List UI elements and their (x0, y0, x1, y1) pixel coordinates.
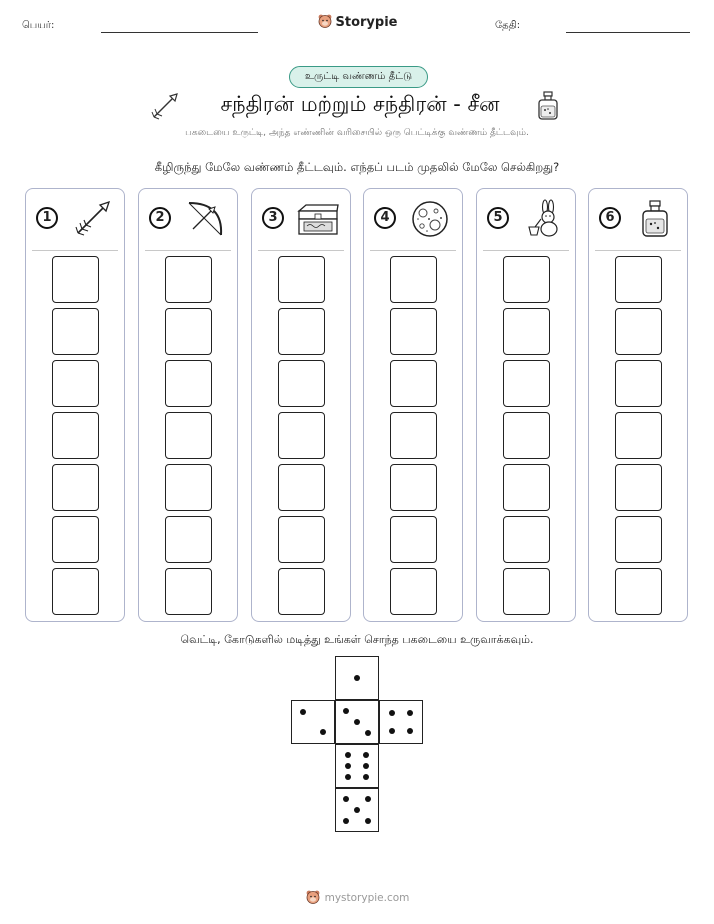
color-box[interactable] (165, 464, 212, 511)
color-box[interactable] (390, 464, 437, 511)
color-box[interactable] (503, 464, 550, 511)
potion-bottle-icon (633, 199, 677, 239)
color-box[interactable] (165, 256, 212, 303)
color-box[interactable] (278, 412, 325, 459)
color-box[interactable] (278, 256, 325, 303)
die-face-5 (335, 788, 379, 832)
color-box[interactable] (503, 360, 550, 407)
color-box[interactable] (165, 308, 212, 355)
subtitle: பகடையை உருட்டி, அந்த எண்ணின் வரிசையில் ஒரு பெட்டிக்கு வண்ணம் தீட்டவும். (185, 128, 529, 138)
color-box[interactable] (52, 464, 99, 511)
color-box[interactable] (165, 360, 212, 407)
color-box[interactable] (390, 360, 437, 407)
column-2 (138, 188, 238, 622)
moon-icon (408, 199, 452, 239)
die-face-2 (291, 700, 335, 744)
color-box[interactable] (615, 360, 662, 407)
color-box[interactable] (278, 464, 325, 511)
color-box[interactable] (165, 568, 212, 615)
die-face-3 (335, 700, 379, 744)
die-face-1 (335, 656, 379, 700)
color-box[interactable] (52, 360, 99, 407)
color-box[interactable] (615, 256, 662, 303)
color-box[interactable] (52, 568, 99, 615)
die-face-4 (379, 700, 423, 744)
date-line (566, 32, 690, 33)
color-box[interactable] (503, 568, 550, 615)
column-number: 6 (599, 207, 621, 229)
chest-icon (296, 199, 340, 239)
color-box[interactable] (390, 308, 437, 355)
page-title: சந்திரன் மற்றும் சந்திரன் - சீன (220, 92, 500, 116)
color-box[interactable] (165, 412, 212, 459)
color-box[interactable] (52, 308, 99, 355)
footer (0, 889, 714, 908)
column-1 (25, 188, 125, 622)
color-box[interactable] (615, 464, 662, 511)
color-box[interactable] (615, 308, 662, 355)
color-box[interactable] (278, 568, 325, 615)
column-4 (363, 188, 463, 622)
color-box[interactable] (503, 516, 550, 563)
name-label: பெயர்: (22, 20, 55, 31)
color-box[interactable] (278, 308, 325, 355)
bear-logo-icon (305, 889, 321, 908)
color-box[interactable] (52, 516, 99, 563)
bear-logo-icon (317, 13, 333, 33)
arrow-title-icon (150, 91, 180, 125)
column-number: 5 (487, 207, 509, 229)
column-6 (588, 188, 688, 622)
color-box[interactable] (52, 256, 99, 303)
color-box[interactable] (615, 568, 662, 615)
color-box[interactable] (615, 516, 662, 563)
color-box[interactable] (278, 516, 325, 563)
color-box[interactable] (390, 568, 437, 615)
color-box[interactable] (390, 256, 437, 303)
activity-badge: உருட்டி வண்ணம் தீட்டு (289, 66, 428, 88)
color-box[interactable] (503, 412, 550, 459)
column-3 (251, 188, 351, 622)
instruction: கீழிருந்து மேலே வண்ணம் தீட்டவும். எந்தப் படம் முதலில் மேலே செல்கிறது? (154, 160, 560, 174)
die-face-6 (335, 744, 379, 788)
column-number: 1 (36, 207, 58, 229)
die-instruction: வெட்டி, கோடுகளில் மடித்து உங்கள் சொந்த பகடையை உருவாக்கவும். (180, 633, 534, 646)
column-number: 2 (149, 207, 171, 229)
color-box[interactable] (278, 360, 325, 407)
color-box[interactable] (390, 516, 437, 563)
column-5 (476, 188, 576, 622)
date-label: தேதி: (495, 20, 521, 31)
logo-text: Storypie (335, 15, 398, 30)
color-box[interactable] (165, 516, 212, 563)
footer-url[interactable]: mystorypie.com (324, 892, 410, 904)
color-box[interactable] (503, 256, 550, 303)
column-number: 3 (262, 207, 284, 229)
color-box[interactable] (52, 412, 99, 459)
arrow-icon (70, 199, 114, 239)
color-box[interactable] (390, 412, 437, 459)
bow-icon (183, 199, 227, 239)
color-box[interactable] (503, 308, 550, 355)
column-number: 4 (374, 207, 396, 229)
rabbit-icon (521, 199, 565, 239)
color-box[interactable] (615, 412, 662, 459)
logo (0, 13, 714, 33)
potion-title-icon (537, 91, 559, 125)
